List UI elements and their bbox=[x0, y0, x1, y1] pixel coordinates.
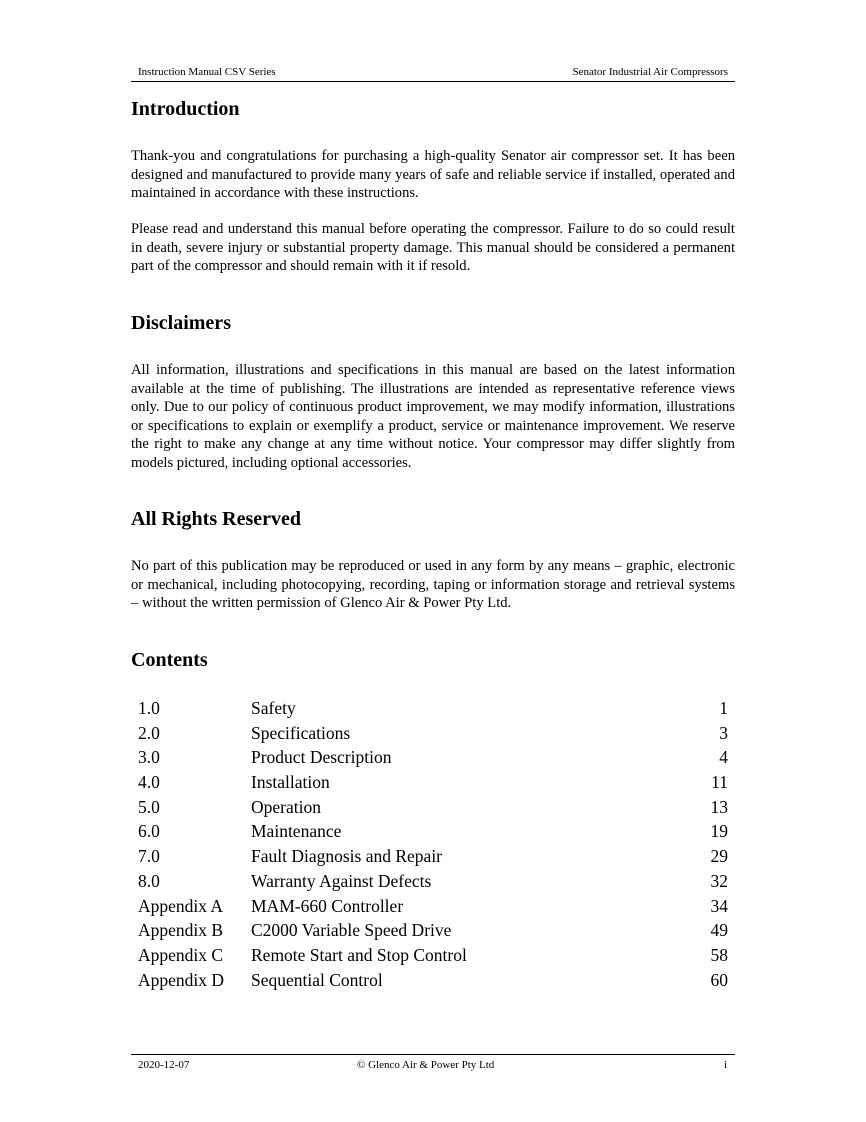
toc-page-number: 11 bbox=[711, 772, 728, 793]
toc-title: Remote Start and Stop Control bbox=[251, 944, 467, 965]
toc-page-number: 3 bbox=[719, 722, 728, 743]
toc-title: Specifications bbox=[251, 722, 351, 743]
toc-number: 7.0 bbox=[138, 846, 160, 867]
toc-page-number: 4 bbox=[719, 747, 728, 768]
footer-date: 2020-12-07 bbox=[138, 1059, 190, 1071]
toc-title: Warranty Against Defects bbox=[251, 870, 432, 891]
toc-number: 4.0 bbox=[138, 772, 160, 793]
footer-page-number: i bbox=[723, 1059, 727, 1071]
toc-row[interactable] bbox=[138, 745, 728, 770]
toc-row[interactable] bbox=[138, 869, 728, 894]
toc-title: Maintenance bbox=[251, 821, 342, 842]
toc-page-number: 19 bbox=[710, 821, 728, 842]
toc-number: 1.0 bbox=[138, 698, 160, 718]
toc-number: 8.0 bbox=[138, 870, 160, 891]
toc-page-number: 32 bbox=[710, 870, 728, 891]
toc-number: 3.0 bbox=[138, 747, 160, 768]
toc-row[interactable] bbox=[138, 819, 728, 844]
toc-title: Installation bbox=[251, 772, 330, 793]
header-right-text: Senator Industrial Air Compressors bbox=[572, 66, 728, 78]
toc-title: Fault Diagnosis and Repair bbox=[251, 846, 443, 867]
toc-page-number: 1 bbox=[719, 698, 728, 718]
toc-title: C2000 Variable Speed Drive bbox=[251, 920, 452, 941]
toc-page-number: 60 bbox=[710, 969, 728, 990]
toc-row[interactable] bbox=[138, 721, 728, 746]
toc-page-number: 13 bbox=[710, 796, 728, 817]
toc-number: 6.0 bbox=[138, 821, 160, 842]
introduction-paragraph-2: Please read and understand this manual before operating the compressor. Failure to do so could result in death, severe injury or substantial property damage. This manual should be considered a permanent part of the compressor and should remain with it if resold. bbox=[131, 221, 735, 274]
toc-title: MAM-660 Controller bbox=[251, 895, 404, 916]
toc-page-number: 58 bbox=[710, 944, 728, 965]
toc-number: Appendix D bbox=[138, 969, 225, 990]
disclaimers-heading: Disclaimers bbox=[131, 312, 231, 334]
footer-copyright: © Glenco Air & Power Pty Ltd bbox=[357, 1059, 495, 1071]
toc-number: 2.0 bbox=[138, 722, 160, 743]
toc-title: Operation bbox=[251, 796, 321, 817]
rights-heading: All Rights Reserved bbox=[131, 508, 301, 530]
toc-title: Product Description bbox=[251, 747, 392, 768]
toc-row[interactable] bbox=[138, 844, 728, 869]
toc-row[interactable] bbox=[138, 696, 728, 721]
toc-row[interactable] bbox=[138, 918, 728, 943]
toc-row[interactable] bbox=[138, 770, 728, 795]
table-of-contents bbox=[138, 696, 728, 992]
toc-number: 5.0 bbox=[138, 796, 160, 817]
introduction-paragraph-1: Thank-you and congratulations for purchasing a high-quality Senator air compressor set. It has been designed and manufactured to provide many years of safe and reliable service if installed, operated and maintained in accordance with these instructions. bbox=[131, 148, 735, 201]
introduction-heading: Introduction bbox=[131, 98, 240, 120]
disclaimers-paragraph: All information, illustrations and specifications in this manual are based on the latest information available at the time of publishing. The illustrations are intended as representative reference views only. Due to our policy of continuous product improvement, we may modify information, illustrations or specifications to explain or exemplify a product, service or maintenance improvement. We reserve the right to make any change at any time without notice. Your compressor may differ slightly from models pictured, including optional accessories. bbox=[131, 362, 735, 471]
toc-number: Appendix B bbox=[138, 920, 224, 941]
toc-number: Appendix A bbox=[138, 895, 224, 916]
contents-heading: Contents bbox=[131, 649, 208, 671]
rights-paragraph: No part of this publication may be reproduced or used in any form by any means – graphic, electronic or mechanical, including photocopying, recording, taping or information storage and retrieval systems – without the written permission of Glenco Air & Power Pty Ltd. bbox=[131, 558, 735, 611]
header-left-text: Instruction Manual CSV Series bbox=[138, 66, 276, 78]
toc-page-number: 34 bbox=[710, 895, 728, 916]
toc-page-number: 49 bbox=[710, 920, 728, 941]
toc-number: Appendix C bbox=[138, 944, 224, 965]
toc-row[interactable] bbox=[138, 795, 728, 820]
toc-title: Sequential Control bbox=[251, 969, 383, 990]
toc-row[interactable] bbox=[138, 968, 728, 993]
toc-row[interactable] bbox=[138, 943, 728, 968]
toc-page-number: 29 bbox=[710, 846, 728, 867]
page-header bbox=[131, 64, 735, 82]
toc-row[interactable] bbox=[138, 894, 728, 919]
toc-title: Safety bbox=[251, 698, 296, 718]
page-footer bbox=[131, 1054, 735, 1073]
